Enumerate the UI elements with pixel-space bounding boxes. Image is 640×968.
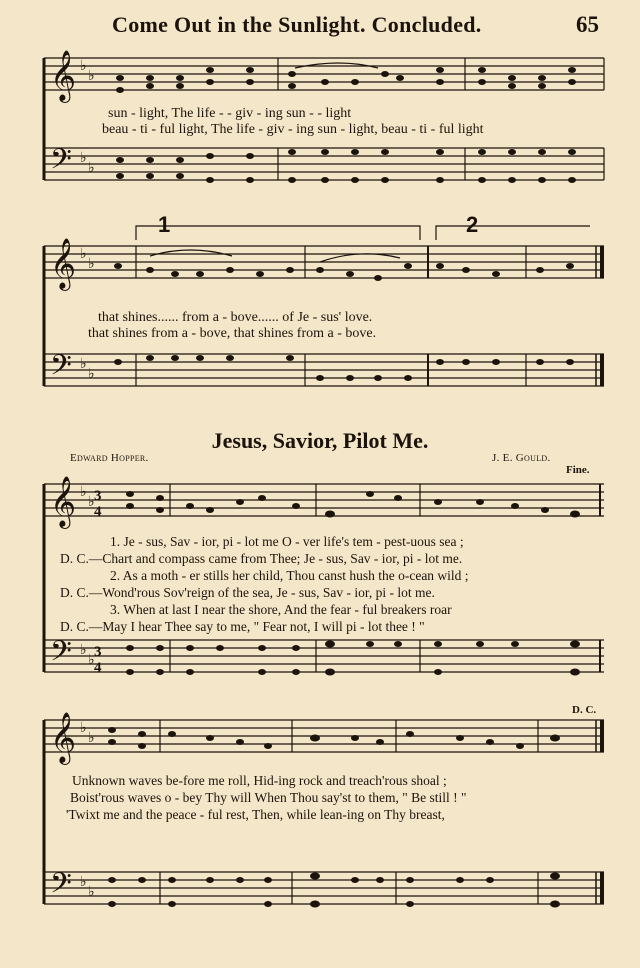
svg-text:♭: ♭ <box>88 495 95 510</box>
svg-text:♭: ♭ <box>80 357 87 372</box>
song2-system2-lyric-line-2: Boist'rous waves o - bey Thy will When Thou say'st to them, " Be still ! " <box>70 790 467 805</box>
page-title: Come Out in the Sunlight. Concluded. <box>112 12 482 37</box>
verse-3-dc-line: D. C.—May I hear Thee say to me, " Fear not, I will pi - lot thee ! " <box>60 619 425 634</box>
svg-text:𝄢: 𝄢 <box>50 635 72 675</box>
bass-time-top: 3 <box>94 644 102 660</box>
song1-system1-lyric-line-1: sun - light, The life - - giv - ing sun - - light <box>108 106 352 121</box>
song2-composer: J. E. Gould. <box>492 452 551 464</box>
svg-text:♭: ♭ <box>80 151 87 166</box>
svg-text:♭: ♭ <box>80 721 87 736</box>
svg-text:♭: ♭ <box>88 885 95 900</box>
svg-text:♭: ♭ <box>88 257 95 272</box>
svg-text:♭: ♭ <box>80 485 87 500</box>
bass-time-bottom: 4 <box>94 660 102 676</box>
svg-text:♭: ♭ <box>80 59 87 74</box>
song2-system2-lyric-line-3: 'Twixt me and the peace - ful rest, Then, while lean-ing on Thy breast, <box>66 807 445 822</box>
svg-text:𝄢: 𝄢 <box>50 143 72 183</box>
song2-title: Jesus, Savior, Pilot Me. <box>211 428 429 453</box>
song2-author: Edward Hopper. <box>70 452 149 464</box>
fine-mark: Fine. <box>566 464 590 476</box>
treble-time-bottom: 4 <box>94 504 102 520</box>
svg-text:𝄢: 𝄢 <box>50 349 72 389</box>
song1-system2-lyric-line-1: that shines...... from a - bove...... of Je - sus' love. <box>98 310 373 325</box>
svg-text:𝄢: 𝄢 <box>50 867 72 907</box>
svg-text:♭: ♭ <box>88 161 95 176</box>
svg-text:𝄞: 𝄞 <box>50 476 77 527</box>
svg-text:♭: ♭ <box>88 69 95 84</box>
verse-1-line: 1. Je - sus, Sav - ior, pi - lot me O - ver life's tem - pest-uous sea ; <box>110 534 464 549</box>
svg-text:♭: ♭ <box>88 653 95 668</box>
song2-system2-lyric-line-1: Unknown waves be-fore me roll, Hid-ing rock and treach'rous shoal ; <box>72 773 447 788</box>
svg-text:♭: ♭ <box>88 731 95 746</box>
svg-text:♭: ♭ <box>80 247 87 262</box>
second-ending-mark: 2 <box>466 212 479 237</box>
song1-system1-lyric-line-2: beau - ti - ful light, The life - giv - ing sun - light, beau - ti - ful light <box>102 122 484 137</box>
page-number: 65 <box>576 12 599 37</box>
svg-text:𝄞: 𝄞 <box>50 238 77 289</box>
svg-text:♭: ♭ <box>88 367 95 382</box>
treble-time-top: 3 <box>94 488 102 504</box>
svg-text:𝄞: 𝄞 <box>50 50 77 101</box>
svg-text:♭: ♭ <box>80 875 87 890</box>
verse-2-dc-line: D. C.—Wond'rous Sov'reign of the sea, Je - sus, Sav - ior, pi - lot me. <box>60 585 435 600</box>
dc-mark: D. C. <box>572 704 597 716</box>
verse-3-line: 3. When at last I near the shore, And the fear - ful breakers roar <box>110 602 452 617</box>
first-ending-mark: 1 <box>158 212 171 237</box>
svg-text:♭: ♭ <box>80 643 87 658</box>
song2-system2-score <box>0 700 640 968</box>
song1-system2-lyric-line-2: that shines from a - bove, that shines from a - bove. <box>88 326 377 341</box>
verse-1-dc-line: D. C.—Chart and compass came from Thee; Je - sus, Sav - ior, pi - lot me. <box>60 551 463 566</box>
verse-2-line: 2. As a moth - er stills her child, Thou canst hush the o-cean wild ; <box>110 568 469 583</box>
page-header <box>0 8 640 42</box>
svg-text:𝄞: 𝄞 <box>50 712 77 763</box>
